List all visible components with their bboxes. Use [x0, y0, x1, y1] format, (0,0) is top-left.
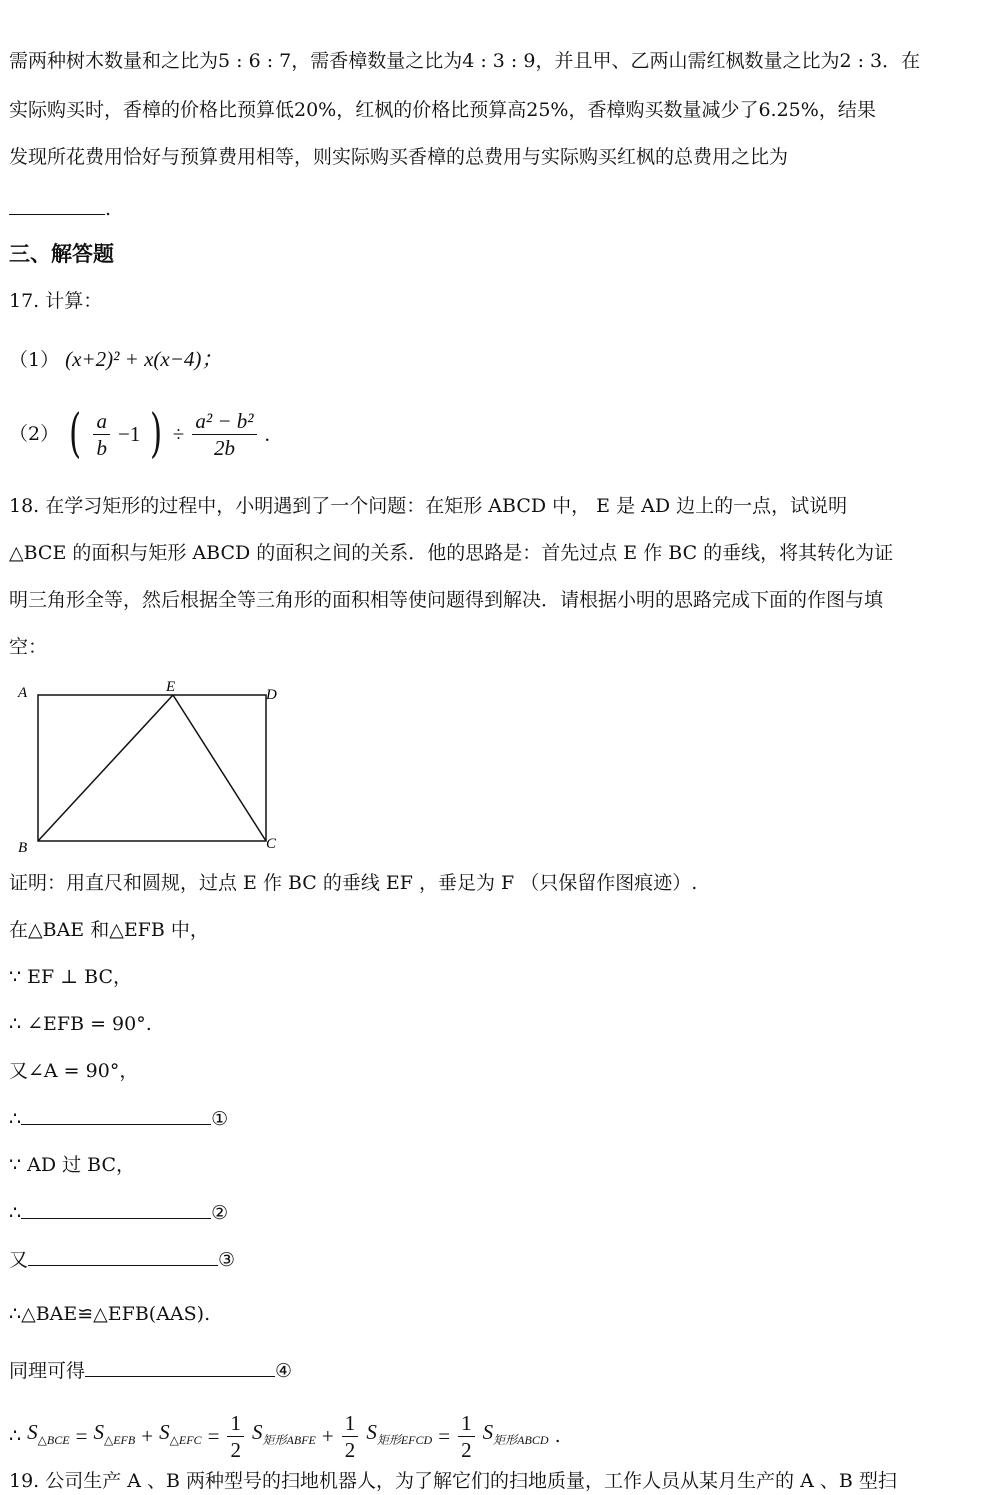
proof-step-1: 在△BAE 和△EFB 中，: [9, 919, 209, 941]
label-c: C: [266, 836, 277, 852]
q17-frac2-denominator: 2b: [213, 435, 235, 460]
q17-part2-end: .: [264, 422, 270, 446]
eq-equals-2: =: [207, 1424, 220, 1449]
label-e: E: [166, 679, 176, 695]
eq-equals-1: =: [75, 1424, 88, 1449]
answer-blank-4: [85, 1356, 275, 1377]
answer-blank-16: [9, 194, 105, 215]
section-title: 三、解答题: [9, 242, 114, 266]
eq-therefore: ∴: [9, 1425, 22, 1448]
intro-line-3: 发现所花费用恰好与预算费用相等，则实际购买香樟的总费用与实际购买红枫的总费用之比为: [9, 146, 789, 168]
eq-equals-3: =: [438, 1424, 451, 1449]
eq-s-abfe: $S_{矩形ABFE}$: [252, 1420, 316, 1448]
q18-line-1: 18. 在学习矩形的过程中，小明遇到了一个问题：在矩形 ABCD 中， E 是 AD 边上的一点，试说明: [9, 495, 848, 517]
label-a: A: [18, 685, 28, 701]
eq-s-efb: $S_{\triangle EFB}$: [93, 1420, 136, 1448]
label-b: B: [18, 840, 28, 856]
circle-3-mark: ③: [218, 1249, 236, 1271]
label-d: D: [266, 687, 277, 703]
rectangle-figure: [10, 678, 300, 858]
proof-step-7: [9, 1198, 228, 1227]
eq-s-efc: $S_{\triangle EFC}$: [159, 1420, 202, 1448]
q17-minus-one: −1: [118, 422, 141, 446]
segment-ec: [173, 695, 266, 841]
proof-step-2: ∵ EF ⊥ BC，: [9, 966, 132, 988]
answer-blank-1: [21, 1104, 211, 1125]
q17-part1: [9, 345, 222, 374]
intro-line-2: 实际购买时，香樟的价格比预算低20%，红枫的价格比预算高25%，香樟购买数量减少了6.25%，结果: [9, 99, 876, 121]
eq-half-1: $\frac{1}{2}$: [227, 1410, 244, 1463]
proof-step-5-therefore: ∴: [9, 1108, 22, 1130]
circle-2-mark: ②: [211, 1202, 229, 1224]
circle-1-mark: ①: [211, 1108, 229, 1130]
q17-fraction-a-over-b: [93, 408, 110, 461]
proof-step-6: ∵ AD 过 BC，: [9, 1154, 136, 1176]
q17-part1-expression: (x+2)² + x(x−4)；: [65, 347, 223, 371]
q17-part2: [9, 405, 270, 462]
intro-end-period: .: [105, 198, 112, 220]
eq-plus-2: +: [321, 1424, 334, 1449]
intro-line-1: 需两种树木数量和之比为5 : 6 : 7，需香樟数量之比为4 : 3 : 9，并且甲、乙两山需红枫数量之比为2 : 3．在: [9, 50, 921, 72]
proof-step-8-also: 又: [9, 1249, 29, 1271]
area-equation: [9, 1404, 561, 1468]
q17-right-paren: ): [150, 404, 163, 464]
answer-blank-2: [21, 1198, 211, 1219]
q18-line-4: 空：: [9, 636, 48, 658]
q17-left-paren: (: [69, 404, 82, 464]
q17-frac2-numerator: a² − b²: [192, 408, 256, 435]
proof-step-4: 又∠A = 90°，: [9, 1060, 139, 1082]
proof-step-5: [9, 1104, 228, 1133]
q17-frac1-numerator: a: [93, 408, 110, 435]
q17-divide-sign: ÷: [172, 422, 185, 446]
q18-line-3: 明三角形全等，然后根据全等三角形的面积相等使问题得到解决．请根据小明的思路完成下面的作图与填: [9, 589, 884, 611]
q17-part2-label: （2）: [9, 423, 60, 445]
eq-half-2: $\frac{1}{2}$: [342, 1410, 359, 1463]
proof-step-8: [9, 1245, 235, 1274]
q17-frac1-denominator: b: [96, 435, 107, 460]
circle-4-mark: ④: [275, 1360, 293, 1382]
proof-step-10-similarly: 同理可得: [9, 1360, 86, 1382]
proof-step-7-therefore: ∴: [9, 1202, 22, 1224]
eq-plus-1: +: [141, 1424, 154, 1449]
proof-intro: 证明：用直尺和圆规，过点 E 作 BC 的垂线 EF ，垂足为 F （只保留作图痕迹）.: [9, 872, 698, 894]
eq-end: .: [554, 1425, 561, 1448]
eq-s-bce: $S_{\triangle BCE}$: [27, 1420, 70, 1448]
intro-line-4: [9, 194, 111, 223]
proof-step-10: [9, 1356, 292, 1385]
q19-line-1: 19. 公司生产 A 、B 两种型号的扫地机器人，为了解它们的扫地质量，工作人员从某月生产的 A 、B 型扫: [9, 1470, 897, 1492]
segment-be: [38, 695, 173, 841]
proof-step-9: ∴△BAE≌△EFB(AAS).: [9, 1303, 211, 1325]
eq-s-efcd: $S_{矩形EFCD}$: [366, 1420, 433, 1448]
eq-s-abcd: $S_{矩形ABCD}$: [482, 1420, 549, 1448]
proof-step-3: ∴ ∠EFB = 90°.: [9, 1013, 152, 1035]
q18-line-2: △BCE 的面积与矩形 ABCD 的面积之间的关系．他的思路是：首先过点 E 作 BC 的垂线，将其转化为证: [9, 542, 894, 564]
q17-label: 17. 计算：: [9, 290, 103, 312]
answer-blank-3: [28, 1245, 218, 1266]
q17-fraction-diff-squares: [192, 408, 256, 461]
q17-part1-label: （1）: [9, 349, 60, 371]
eq-half-3: $\frac{1}{2}$: [458, 1410, 475, 1463]
